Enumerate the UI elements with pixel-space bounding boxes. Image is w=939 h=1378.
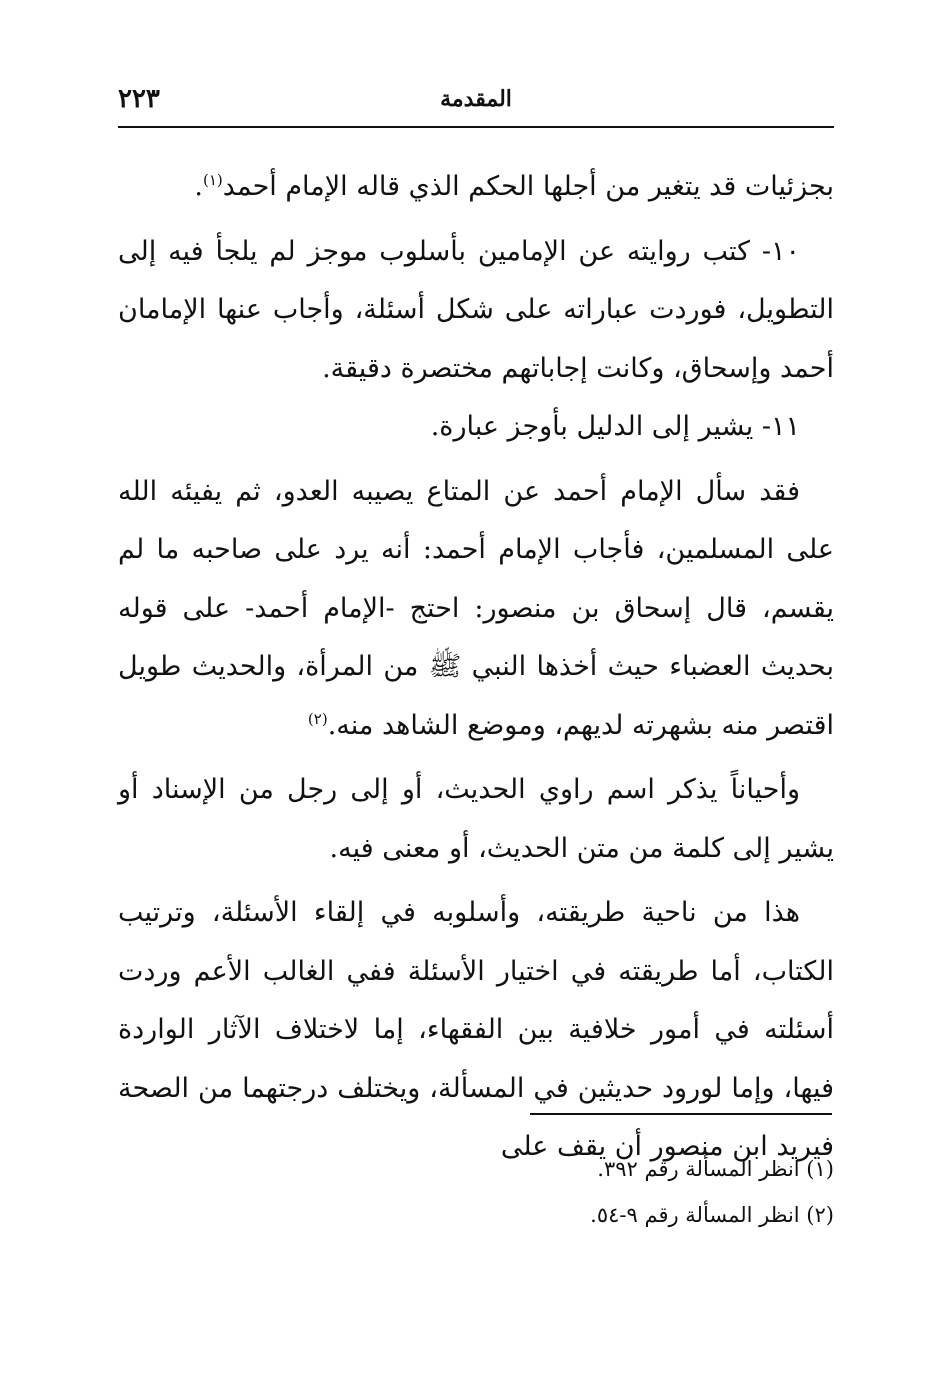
paragraph-text: هذا من ناحية طريقته، وأسلوبه في إلقاء الأسئلة، وترتيب الكتاب، أما طريقته في اختيار الأسئلة ففي الغالب الأعم وردت أسئلته في أمور خلافية بين الفقهاء، إما لاختلاف الآثار الواردة فيها، وإما لورود حديثين في المسألة، ويختلف درجتهما من الصحة فيريد ابن منصور أن يقف على [118,897,834,1162]
paragraph-text: وأحياناً يذكر اسم راوي الحديث، أو إلى رجل من الإسناد أو يشير إلى كلمة من متن الحديث، أو معنى فيه. [118,774,834,864]
footnote: (١) انظر المسألة رقم ٣٩٢. [597,1157,834,1181]
footnote-separator [530,1113,832,1115]
body-text [118,158,834,1177]
footnote: (٢) انظر المسألة رقم ٩-٥٤. [590,1203,834,1227]
paragraph-text: بجزئيات قد يتغير من أجلها الحكم الذي قاله الإمام أحمد [222,171,834,202]
footnote-ref: (١) [203,171,223,189]
footnote-ref: (٢) [307,709,328,728]
paragraph-text: ١١- يشير إلى الدليل بأوجز عبارة. [430,411,800,442]
paragraph [118,158,834,217]
paragraph [118,398,834,457]
paragraph-tail: . [194,171,203,202]
paragraph [118,761,834,878]
paragraph-text: فقد سأل الإمام أحمد عن المتاع يصيبه العدو، ثم يفيئه الله على المسلمين، فأجاب الإمام أحمد: أنه يرد على صاحبه ما لم يقسم، قال إسحاق بن منصور: احتج -الإمام أحمد- على قوله بحديث العضباء حيث أخذها النبي ﷺ من المرأة، والحديث طويل اقتصر منه بشهرته لديهم، وموضع الشاهد منه. [118,475,834,741]
paragraph-text: ١٠- كتب روايته عن الإمامين بأسلوب موجز لم يلجأ فيه إلى التطويل، فوردت عباراته على شكل أسئلة، وأجاب عنها الإمامان أحمد وإسحاق، وكانت إجاباتهم مختصرة دقيقة. [118,235,834,384]
paragraph [118,884,834,1177]
paragraph [118,223,834,399]
paragraph [118,463,834,756]
running-title: المقدمة [440,86,512,112]
footnotes [118,1146,834,1238]
page-number: ٢٢٣ [118,84,160,114]
page-header [118,82,834,128]
